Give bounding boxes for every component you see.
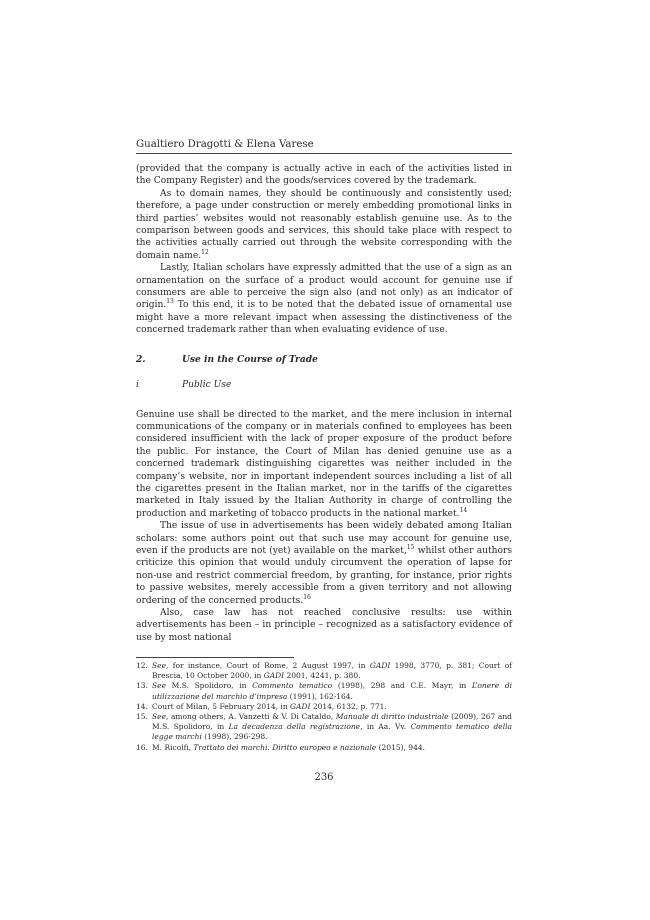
paragraph <box>136 409 512 521</box>
footnote-text: See M.S. Spolidoro, in Commento tematico (1998), 298 and C.E. Mayr, in L’onere di utilizzazione del marchio d’impresa (1991), 162-164. <box>152 681 513 701</box>
section-number: 2. <box>136 353 146 365</box>
footnote-number: 15. <box>136 712 148 722</box>
section-title: Use in the Course of Trade <box>182 353 318 365</box>
footnote-number: 13. <box>136 681 148 691</box>
paragraph-text: To this end, it is to be noted that the debated issue of ornamental use might have a more relevant impact when assessing the distinctiveness of the concerned trademark rather than when evaluating evidence of use. <box>136 300 512 336</box>
paragraph <box>136 262 512 336</box>
footnote-number: 12. <box>136 661 148 670</box>
subsection-number: i <box>136 380 139 391</box>
subsection-title: Public Use <box>182 380 232 391</box>
paragraph-text: Lastly, Italian scholars have expressly admitted that the use of a sign as an ornamentation on the surface of a product would account for genuine use if consumers are able to perceive the sign also (and not only) as an indicator of origin. <box>136 263 512 311</box>
paragraph <box>136 520 512 607</box>
footnote-ref[interactable]: 15 <box>406 543 415 551</box>
footnote-text: Court of Milan, 5 February 2014, in GADI 2014, 6132, p. 771. <box>152 701 387 711</box>
subsection-heading <box>136 379 512 391</box>
footnotes <box>136 661 512 753</box>
footnote-text: See, for instance, Court of Rome, 2 August 1997, in GADI 1998, 3770, p. 381; Court of Brescia, 10 October 2000, in GADI 2001, 4241, p. 380. <box>152 661 512 681</box>
footnote-ref[interactable]: 16 <box>303 593 311 601</box>
section-heading <box>136 354 512 366</box>
page-number: 236 <box>314 772 334 783</box>
paragraph: Also, case law has not reached conclusive results: use within advertisements has been – in principle – recognized as a satisfactory evidence of use by most national <box>136 608 512 643</box>
footnote-ref[interactable]: 12 <box>201 248 209 256</box>
footnote-number: 14. <box>136 701 148 711</box>
running-header: Gualtiero Dragotti & Elena Varese <box>136 138 512 154</box>
footnote <box>136 681 512 701</box>
footnote-text: M. Ricolfi, Trattato dei marchi. Diritto europeo e nazionale (2015), 944. <box>152 742 426 752</box>
paragraph-text: Genuine use shall be directed to the market, and the mere inclusion in internal communications of the company or in materials confined to employees has been considered insufficient with the lack of proper exposure of the product before the public. For instance, the Court of Milan has denied genuine use as a concerned trademark distinguishing cigarettes was neither included in the company’s website, nor in important independent sources including a list of all the cigarettes present in the Italian market, nor in the tariffs of the cigarettes marketed in Italy issued by the Italian Authority in charge of controlling the production and marketing of tobacco products in the national market. <box>136 409 512 519</box>
footnote-divider <box>136 657 294 658</box>
paragraph-text: The issue of use in advertisements has been widely debated among Italian scholars: some authors point out that such use may account for genuine use, even if the products are not (yet) available on the market, <box>136 521 512 556</box>
paragraph: (provided that the company is actually active in each of the activities listed in the Company Register) and the goods/services covered by the trademark. <box>136 164 512 187</box>
paragraph-text: whilst other authors criticize this opinion that would unduly circumvent the operation of lapse for non-use and restrict commercial freedom, by granting, for instance, prior rights to passive websites, merely accessible from a given territory and not allowing ordering of the concerned products. <box>136 545 512 606</box>
footnote <box>136 712 512 743</box>
footnote <box>136 661 512 681</box>
main-text <box>136 163 512 644</box>
footnote <box>136 702 512 712</box>
footnote-ref[interactable]: 14 <box>459 506 468 514</box>
paragraph-text: As to domain names, they should be continuously and consistently used; therefore, a page under construction or merely embedding promotional links in third parties’ websites would not reasonably establish genuine use. As to the comparison between goods and services, this should take place with respect to the activities actually carried out through the website corresponding with the domain name. <box>136 188 512 261</box>
footnote-ref[interactable]: 13 <box>166 298 174 306</box>
footnote <box>136 743 512 753</box>
paragraph <box>136 188 512 262</box>
footnote-text: See, among others, A. Vanzetti & V. Di Cataldo, Manuale di diritto industriale (2009), 267 and M.S. Spolidoro, in La decadenza della registrazione, in Aa. Vv. Commento tematico della legge marchi (1998), 296-298. <box>152 712 513 742</box>
footnote-number: 16. <box>136 742 148 752</box>
